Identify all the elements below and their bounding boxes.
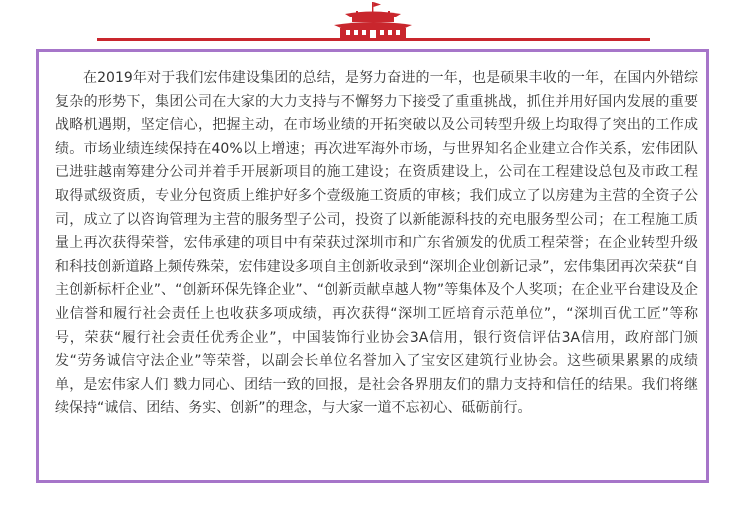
header-decoration [0, 0, 747, 44]
header-red-line [97, 38, 650, 41]
article-paragraph: 在2019年对于我们宏伟建设集团的总结，是努力奋进的一年，也是硕果丰收的一年，在国内外错综复杂的形势下，集团公司在大家的大力支持与不懈努力下接受了重重挑战，抓住并用好国内发展的重要战略机遇期，坚定信心，把握主动，在市场业绩的开拓突破以及公司转型升级上均取得了突出的工作成绩。市场业绩连续保持在40%以上增速；再次进军海外市场，与世界知名企业建立合作关系，宏伟团队已进驻越南筹建分公司并着手开展新项目的施工建设；在资质建设上，公司在工程建设总包及市政工程取得贰级资质，专业分包资质上维护好多个壹级施工资质的审核；我们成立了以房建为主营的全资子公司，成立了以咨询管理为主营的服务型子公司，投资了以新能源科技的充电服务型公司；在工程施工质量上再次获得荣誉，宏伟承建的项目中有荣获过深圳市和广东省颁发的优质工程荣誉；在企业转型升级和科技创新道路上频传殊荣，宏伟建设多项自主创新收录到“深圳企业创新记录”，宏伟集团再次荣获“自主创新标杆企业”、“创新环保先锋企业”、“创新贡献卓越人物”等集体及个人奖项；在企业平台建设及企业信誉和履行社会责任上也收获多项成绩，再次获得“深圳工匠培育示范单位”，“深圳百优工匠”等称号，荣获“履行社会责任优秀企业”，中国装饰行业协会3A信用，银行资信评估3A信用，政府部门颁发“劳务诚信守法企业”等荣誉，以副会长单位名誉加入了宝安区建筑行业协会。这些硕果累累的成绩单，是宏伟家人们 戮力同心、团结一致的回报，是社会各界朋友们的鼎力支持和信任的结果。我们将继续保持“诚信、团结、务实、创新”的理念，与大家一道不忘初心、砥砺前行。 [55, 70, 698, 417]
article-frame [36, 49, 709, 483]
